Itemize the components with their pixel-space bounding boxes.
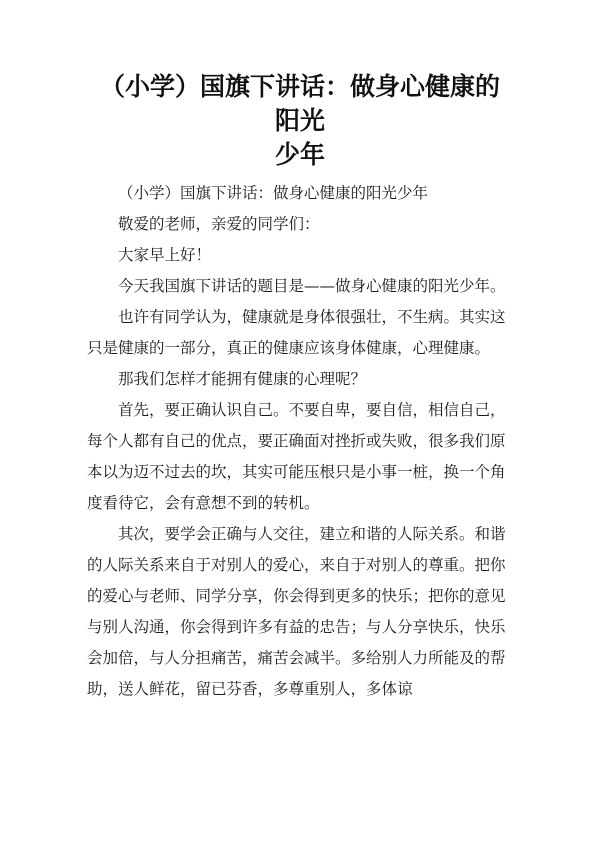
document-title-line-1: （小学）国旗下讲话：做身心健康的阳光	[99, 72, 500, 135]
paragraph-health-definition: 也许有同学认为，健康就是身体很强壮，不生病。其实这只是健康的一部分，真正的健康应该身体健康，心理健康。	[87, 308, 506, 357]
paragraph-subtitle: （小学）国旗下讲话：做身心健康的阳光少年	[118, 184, 429, 202]
document-title-line-2: 少年	[274, 140, 325, 169]
document-title	[90, 70, 510, 172]
paragraph-question: 那我们怎样才能拥有健康的心理呢？	[118, 370, 367, 388]
paragraph-greeting: 大家早上好！	[118, 246, 212, 264]
paragraph-topic: 今天我国旗下讲话的题目是——做身心健康的阳光少年。	[118, 277, 506, 295]
paragraph-first-point: 首先，要正确认识自己。不要自卑，要自信，相信自己，每个人都有自己的优点，要正确面对挫折或失败，很多我们原本以为迈不过去的坎，其实可能压根只是小事一桩，换一个角度看待它，会有意想不到的转机。	[87, 401, 506, 512]
paragraph-salutation: 敬爱的老师，亲爱的同学们：	[118, 215, 320, 233]
document-body	[87, 178, 515, 705]
paragraph-second-point: 其次，要学会正确与人交往，建立和谐的人际关系。和谐的人际关系来自于对别人的爱心，来自于对别人的尊重。把你的爱心与老师、同学分享，你会得到更多的快乐；把你的意见与别人沟通，你会得到许多有益的忠告；与人分享快乐，快乐会加倍，与人分担痛苦，痛苦会减半。多给别人力所能及的帮助，送人鲜花，留已芬香，多尊重别人，多体谅	[87, 525, 506, 698]
